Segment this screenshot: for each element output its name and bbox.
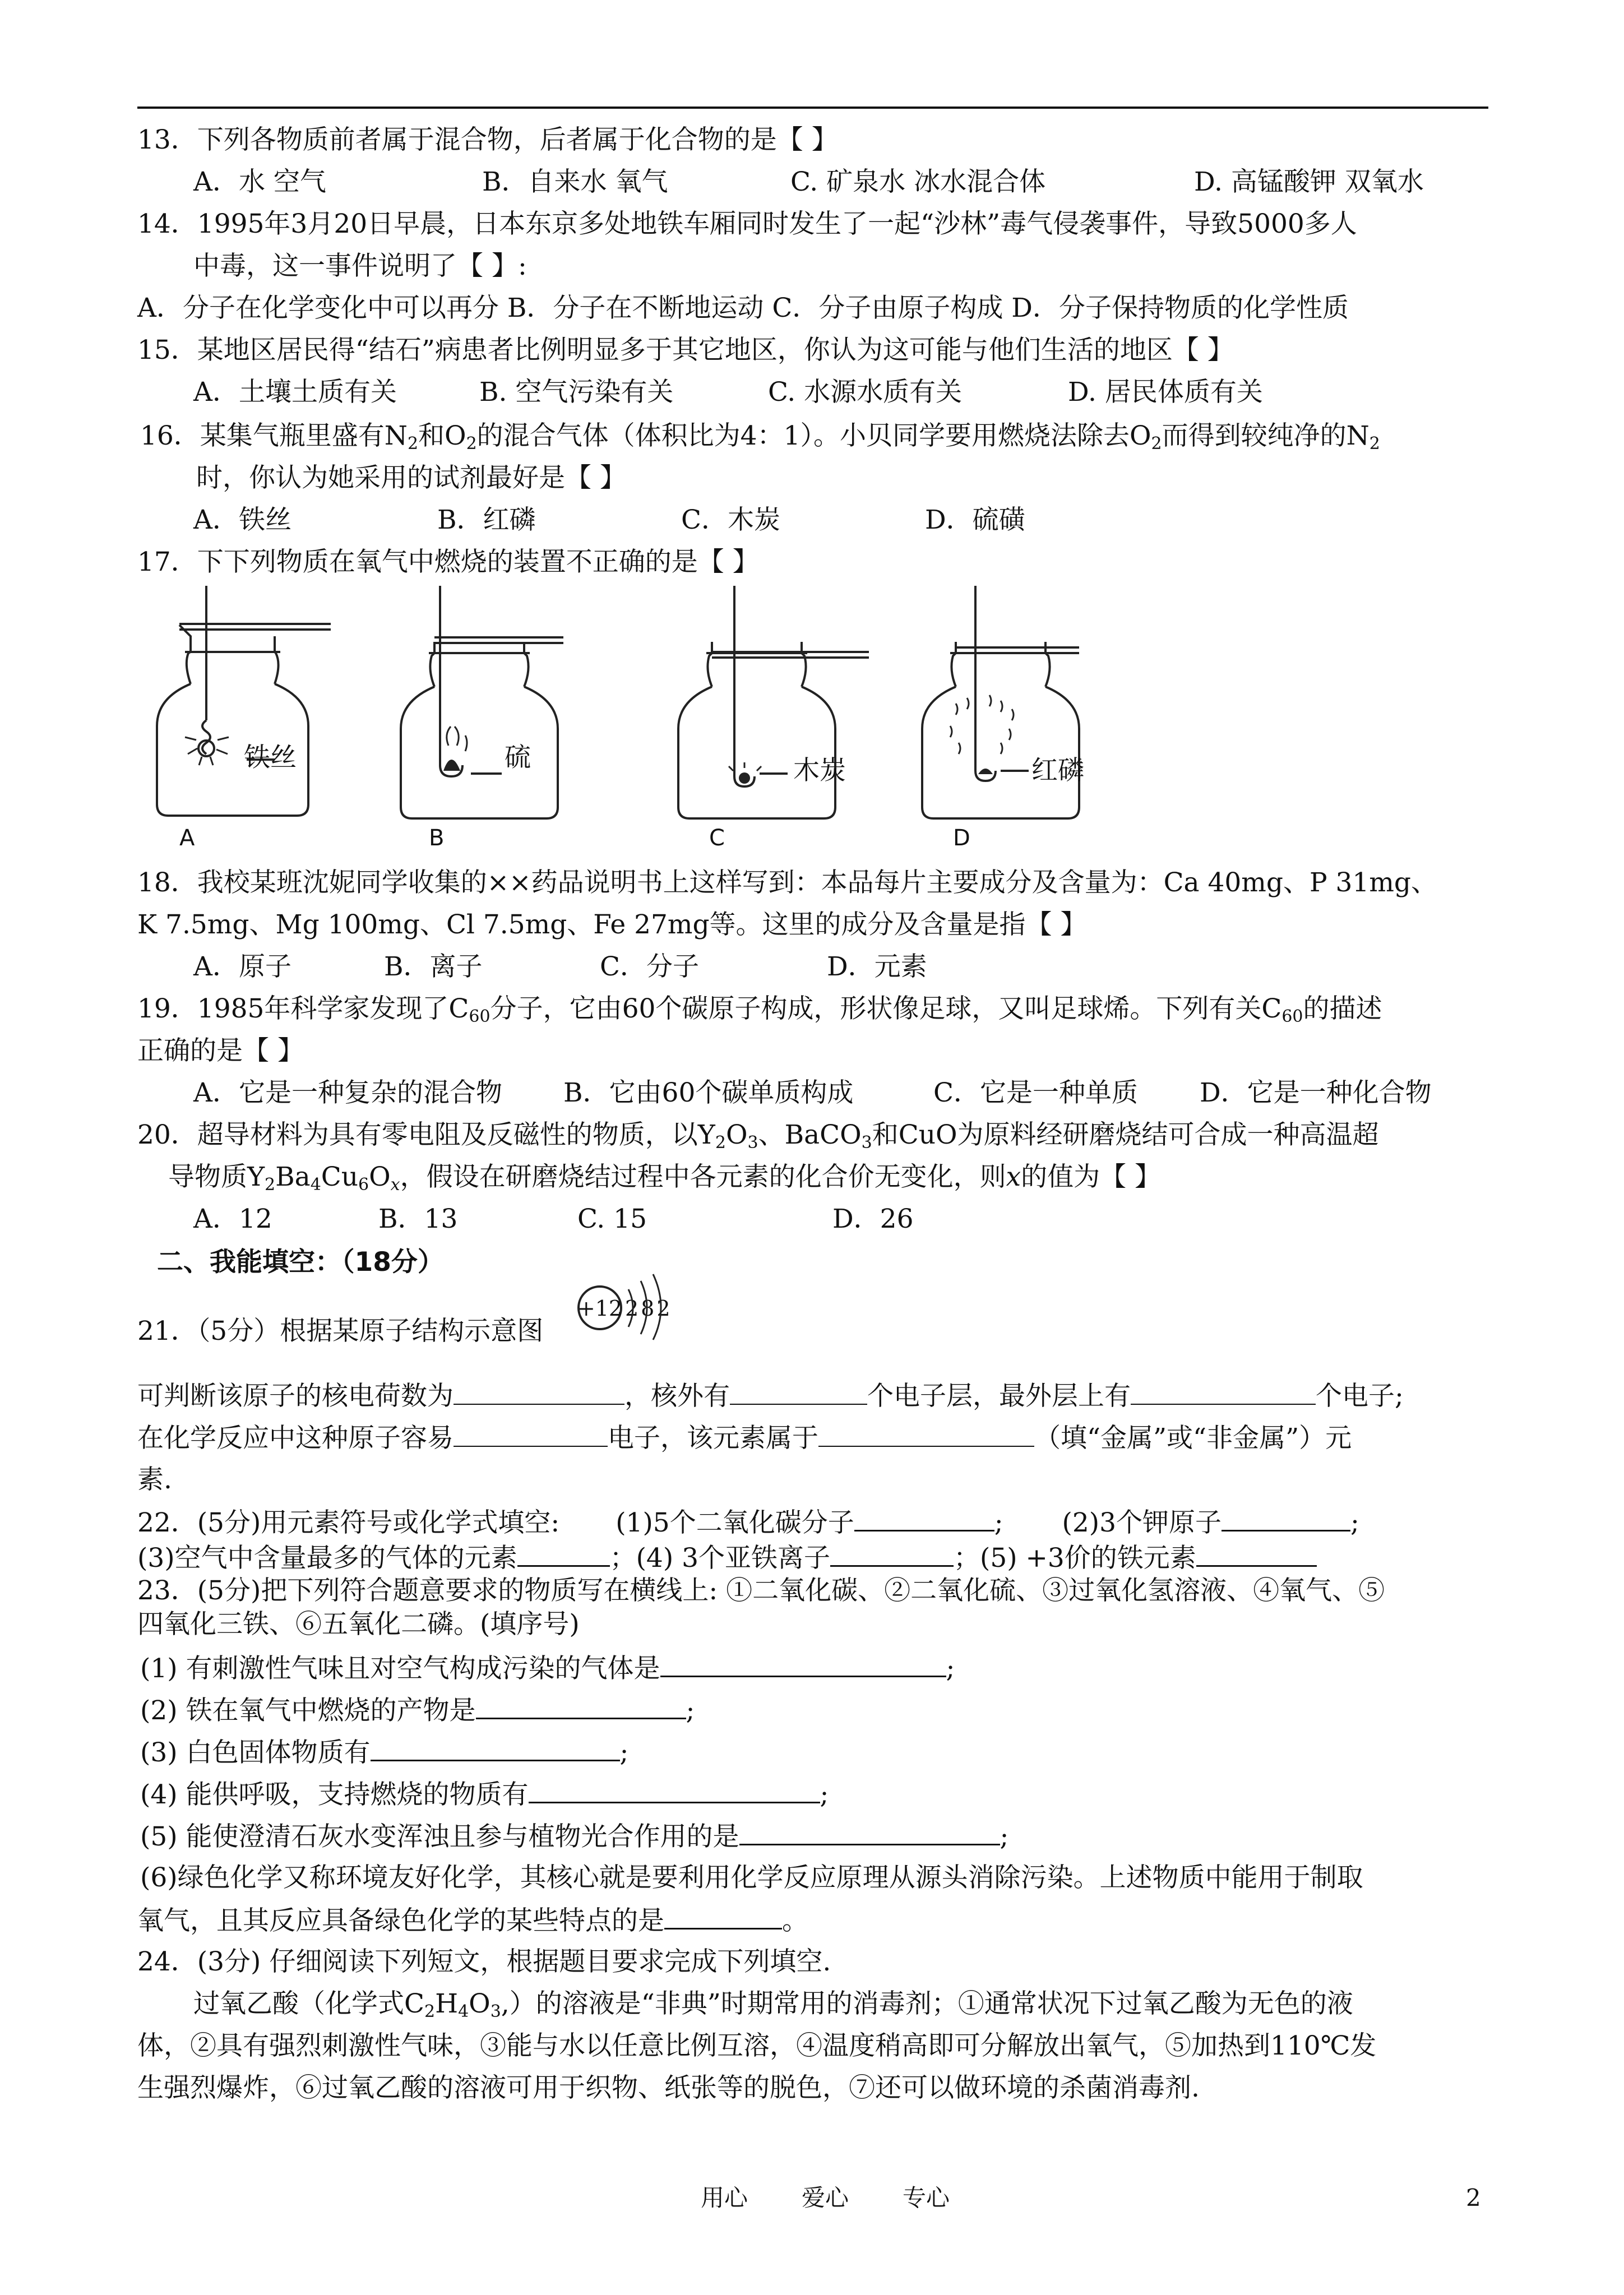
- q15-option-c: C. 水源水质有关: [768, 377, 963, 408]
- q23-blank-1[interactable]: [660, 1651, 946, 1677]
- q16-option-a: A．铁丝: [193, 505, 292, 535]
- q23-item-2: (2) 铁在氧气中燃烧的产物是 ;: [140, 1693, 695, 1728]
- q24-line2: 过氧乙酸（化学式$C_2H_4O_3$,）的溶液是“非典”时期常用的消毒剂；①通常状况下过氧乙酸为无色的液: [193, 1988, 1353, 2021]
- figure-a-label: 铁丝: [244, 742, 297, 773]
- q23-blank-5[interactable]: [739, 1819, 1000, 1845]
- figure-b-letter: B: [429, 825, 445, 851]
- q20-line2: 导物质$Y_2Ba_4Cu_6O_x$，假设在研磨烧结过程中各元素的化合价无变化，则x的值为【 】: [168, 1162, 1162, 1195]
- q13-option-a: A．水 空气: [193, 166, 326, 197]
- gain-lose-electron-blank[interactable]: [454, 1421, 608, 1447]
- q23-line2: 四氧化三铁、⑥五氧化二磷。(填序号): [137, 1609, 580, 1640]
- q18-line1: 18．我校某班沈妮同学收集的××药品说明书上这样写到：本品每片主要成分及含量为：Ca 40mg、P 31mg、: [137, 867, 1437, 898]
- q19-option-b: B．它由60个碳单质构成: [563, 1077, 854, 1108]
- potassium-atoms-blank[interactable]: [1222, 1505, 1350, 1531]
- electron-shells: 282: [625, 1296, 673, 1321]
- q23-blank-4[interactable]: [529, 1777, 820, 1803]
- q18-option-b: B．离子: [384, 951, 483, 982]
- q18-option-c: C．分子: [600, 951, 699, 982]
- q23-item-6-line2: 氧气，且其反应具备绿色化学的某些特点的是 。: [137, 1903, 808, 1938]
- q19-line1: 19．1985年科学家发现了$C_{60}$分子，它由60个碳原子构成，形状像足球，又叫足球烯。下列有关$C_{60}$的描述: [137, 993, 1382, 1026]
- q18-line2: K 7.5mg、Mg 100mg、Cl 7.5mg、Fe 27mg等。这里的成分及含量是指【 】: [137, 909, 1087, 940]
- co2-molecules-blank[interactable]: [854, 1505, 994, 1531]
- bottle-c-drawing: [673, 586, 886, 849]
- q21-line0: 21．（5分）根据某原子结构示意图: [137, 1316, 544, 1347]
- q20-option-d: D．26: [832, 1204, 914, 1234]
- q16-option-d: D．硫磺: [925, 505, 1025, 535]
- page-number: 2: [1466, 2184, 1481, 2211]
- q14-line2: 中毒，这一事件说明了【 】:: [193, 251, 527, 281]
- q20-line1: 20．超导材料为具有零电阻及反磁性的物质，以$Y_2O_3$、BaCO$_3$和CuO为原料经研磨烧结可合成一种高温超: [137, 1119, 1379, 1153]
- q18-option-d: D．元素: [827, 951, 927, 982]
- q23-item-5: (5) 能使澄清石灰水变浑浊且参与植物光合作用的是 ;: [140, 1819, 1008, 1854]
- q24-line3: 体，②具有强烈刺激性气味，③能与水以任意比例互溶，④温度稍高即可分解放出氧气，⑤加热到110℃发: [137, 2030, 1377, 2061]
- q19-line2: 正确的是【 】: [137, 1035, 304, 1066]
- q16-line1: 16．某集气瓶里盛有$N_2$和$O_2$的混合气体（体积比为4：1）。小贝同学要用燃烧法除去$O_2$而得到较纯净的$N_2$: [140, 420, 1380, 454]
- q13-stem: 13．下列各物质前者属于混合物，后者属于化合物的是【 】: [137, 124, 838, 155]
- footer-slogan-3: 专心: [903, 2184, 950, 2211]
- q20-option-b: B．13: [378, 1204, 458, 1234]
- figure-a-letter: A: [179, 825, 195, 851]
- q16-option-b: B．红磷: [437, 505, 536, 535]
- figure-b-label: 硫: [505, 742, 531, 773]
- ferrous-ions-blank[interactable]: [830, 1540, 954, 1567]
- q22-line1: 22．(5分)用元素符号或化学式填空: (1)5个二氧化碳分子 ; (2)3个钾原子 ;: [137, 1505, 1359, 1540]
- q15-option-d: D. 居民体质有关: [1068, 377, 1263, 408]
- q15-option-a: A．土壤土质有关: [193, 377, 397, 408]
- section-2-heading: 二、我能填空：（18分）: [157, 1247, 444, 1278]
- iron-plus3-blank[interactable]: [1196, 1540, 1317, 1567]
- q24-line4: 生强烈爆炸，⑥过氧乙酸的溶液可用于织物、纸张等的脱色，⑦还可以做环境的杀菌消毒剂.: [137, 2072, 1200, 2103]
- q23-item-6-line1: (6)绿色化学又称环境友好化学，其核心就是要利用化学反应原理从源头消除污染。上述物质中能用于制取: [140, 1862, 1363, 1893]
- q13-option-c: C. 矿泉水 冰水混合体: [790, 166, 1046, 197]
- bottle-d-drawing: [917, 586, 1118, 849]
- q23-blank-6[interactable]: [664, 1903, 782, 1930]
- q17-stem: 17．下下列物质在氧气中燃烧的装置不正确的是【 】: [137, 547, 759, 577]
- q14-options: A．分子在化学变化中可以再分 B．分子在不断地运动 C．分子由原子构成 D．分子保持物质的化学性质: [137, 293, 1349, 323]
- q24-line1: 24．(3分) 仔细阅读下列短文，根据题目要求完成下列填空.: [137, 1946, 831, 1977]
- atom-structure-diagram: [575, 1264, 687, 1345]
- q13-option-d: D. 高锰酸钾 双氧水: [1194, 166, 1424, 197]
- figure-d-label: 红磷: [1031, 755, 1084, 786]
- apparatus-a: [146, 586, 348, 852]
- q23-item-1: (1) 有刺激性气味且对空气构成污染的气体是 ;: [140, 1651, 955, 1686]
- q16-line2: 时，你认为她采用的试剂最好是【 】: [196, 462, 626, 493]
- footer-slogan-2: 爱心: [802, 2184, 849, 2211]
- q15-stem: 15．某地区居民得“结石”病患者比例明显多于其它地区，你认为这可能与他们生活的地区【 】: [137, 335, 1234, 365]
- apparatus-b: [395, 586, 586, 852]
- outer-electron-count-blank[interactable]: [1131, 1379, 1316, 1405]
- q15-option-b: B. 空气污染有关: [479, 377, 674, 408]
- q23-item-3: (3) 白色固体物质有 ;: [140, 1735, 628, 1770]
- figure-c-letter: C: [709, 825, 725, 851]
- q23-item-4: (4) 能供呼吸，支持燃烧的物质有 ;: [140, 1777, 829, 1812]
- figure-c-label: 木炭: [793, 755, 846, 786]
- nucleus-charge: +12: [577, 1296, 623, 1321]
- q16-option-c: C．木炭: [681, 505, 780, 535]
- q18-option-a: A．原子: [193, 951, 292, 982]
- q23-blank-3[interactable]: [371, 1735, 620, 1761]
- q20-option-c: C. 15: [577, 1204, 647, 1234]
- q22-line2: (3)空气中含量最多的气体的元素 ；(4) 3个亚铁离子 ；(5) +3价的铁元素: [137, 1540, 1317, 1575]
- bottle-b-drawing: [395, 586, 586, 849]
- footer-slogan-1: 用心: [701, 2184, 748, 2211]
- q19-option-a: A．它是一种复杂的混合物: [193, 1077, 502, 1108]
- q21-line3: 素.: [137, 1464, 172, 1495]
- q19-option-d: D．它是一种化合物: [1200, 1077, 1432, 1108]
- q13-option-b: B．自来水 氧气: [482, 166, 668, 197]
- q23-line1: 23．(5分)把下列符合题意要求的物质写在横线上: ①二氧化碳、②二氧化硫、③过氧化氢溶液、④氧气、⑤: [137, 1575, 1385, 1606]
- electron-layer-count-blank[interactable]: [730, 1379, 867, 1405]
- figure-d-letter: D: [953, 825, 970, 851]
- q21-line2: 在化学反应中这种原子容易 电子，该元素属于 （填“金属”或“非金属”）元: [137, 1421, 1352, 1455]
- q19-option-c: C．它是一种单质: [933, 1077, 1138, 1108]
- q14-line1: 14．1995年3月20日早晨，日本东京多处地铁车厢同时发生了一起“沙林”毒气侵袭事件，导致5000多人: [137, 209, 1357, 239]
- q21-line1: 可判断该原子的核电荷数为 ，核外有 个电子层，最外层上有 个电子;: [137, 1379, 1404, 1413]
- nuclear-charge-blank[interactable]: [454, 1379, 624, 1405]
- bottle-a-drawing: [146, 586, 348, 849]
- q20-option-a: A．12: [193, 1204, 272, 1234]
- q23-blank-2[interactable]: [476, 1693, 686, 1719]
- metal-nonmetal-blank[interactable]: [818, 1421, 1034, 1447]
- nitrogen-element-blank[interactable]: [517, 1540, 610, 1567]
- apparatus-c: [673, 586, 886, 852]
- apparatus-d: [917, 586, 1118, 852]
- header-rule: [137, 107, 1488, 109]
